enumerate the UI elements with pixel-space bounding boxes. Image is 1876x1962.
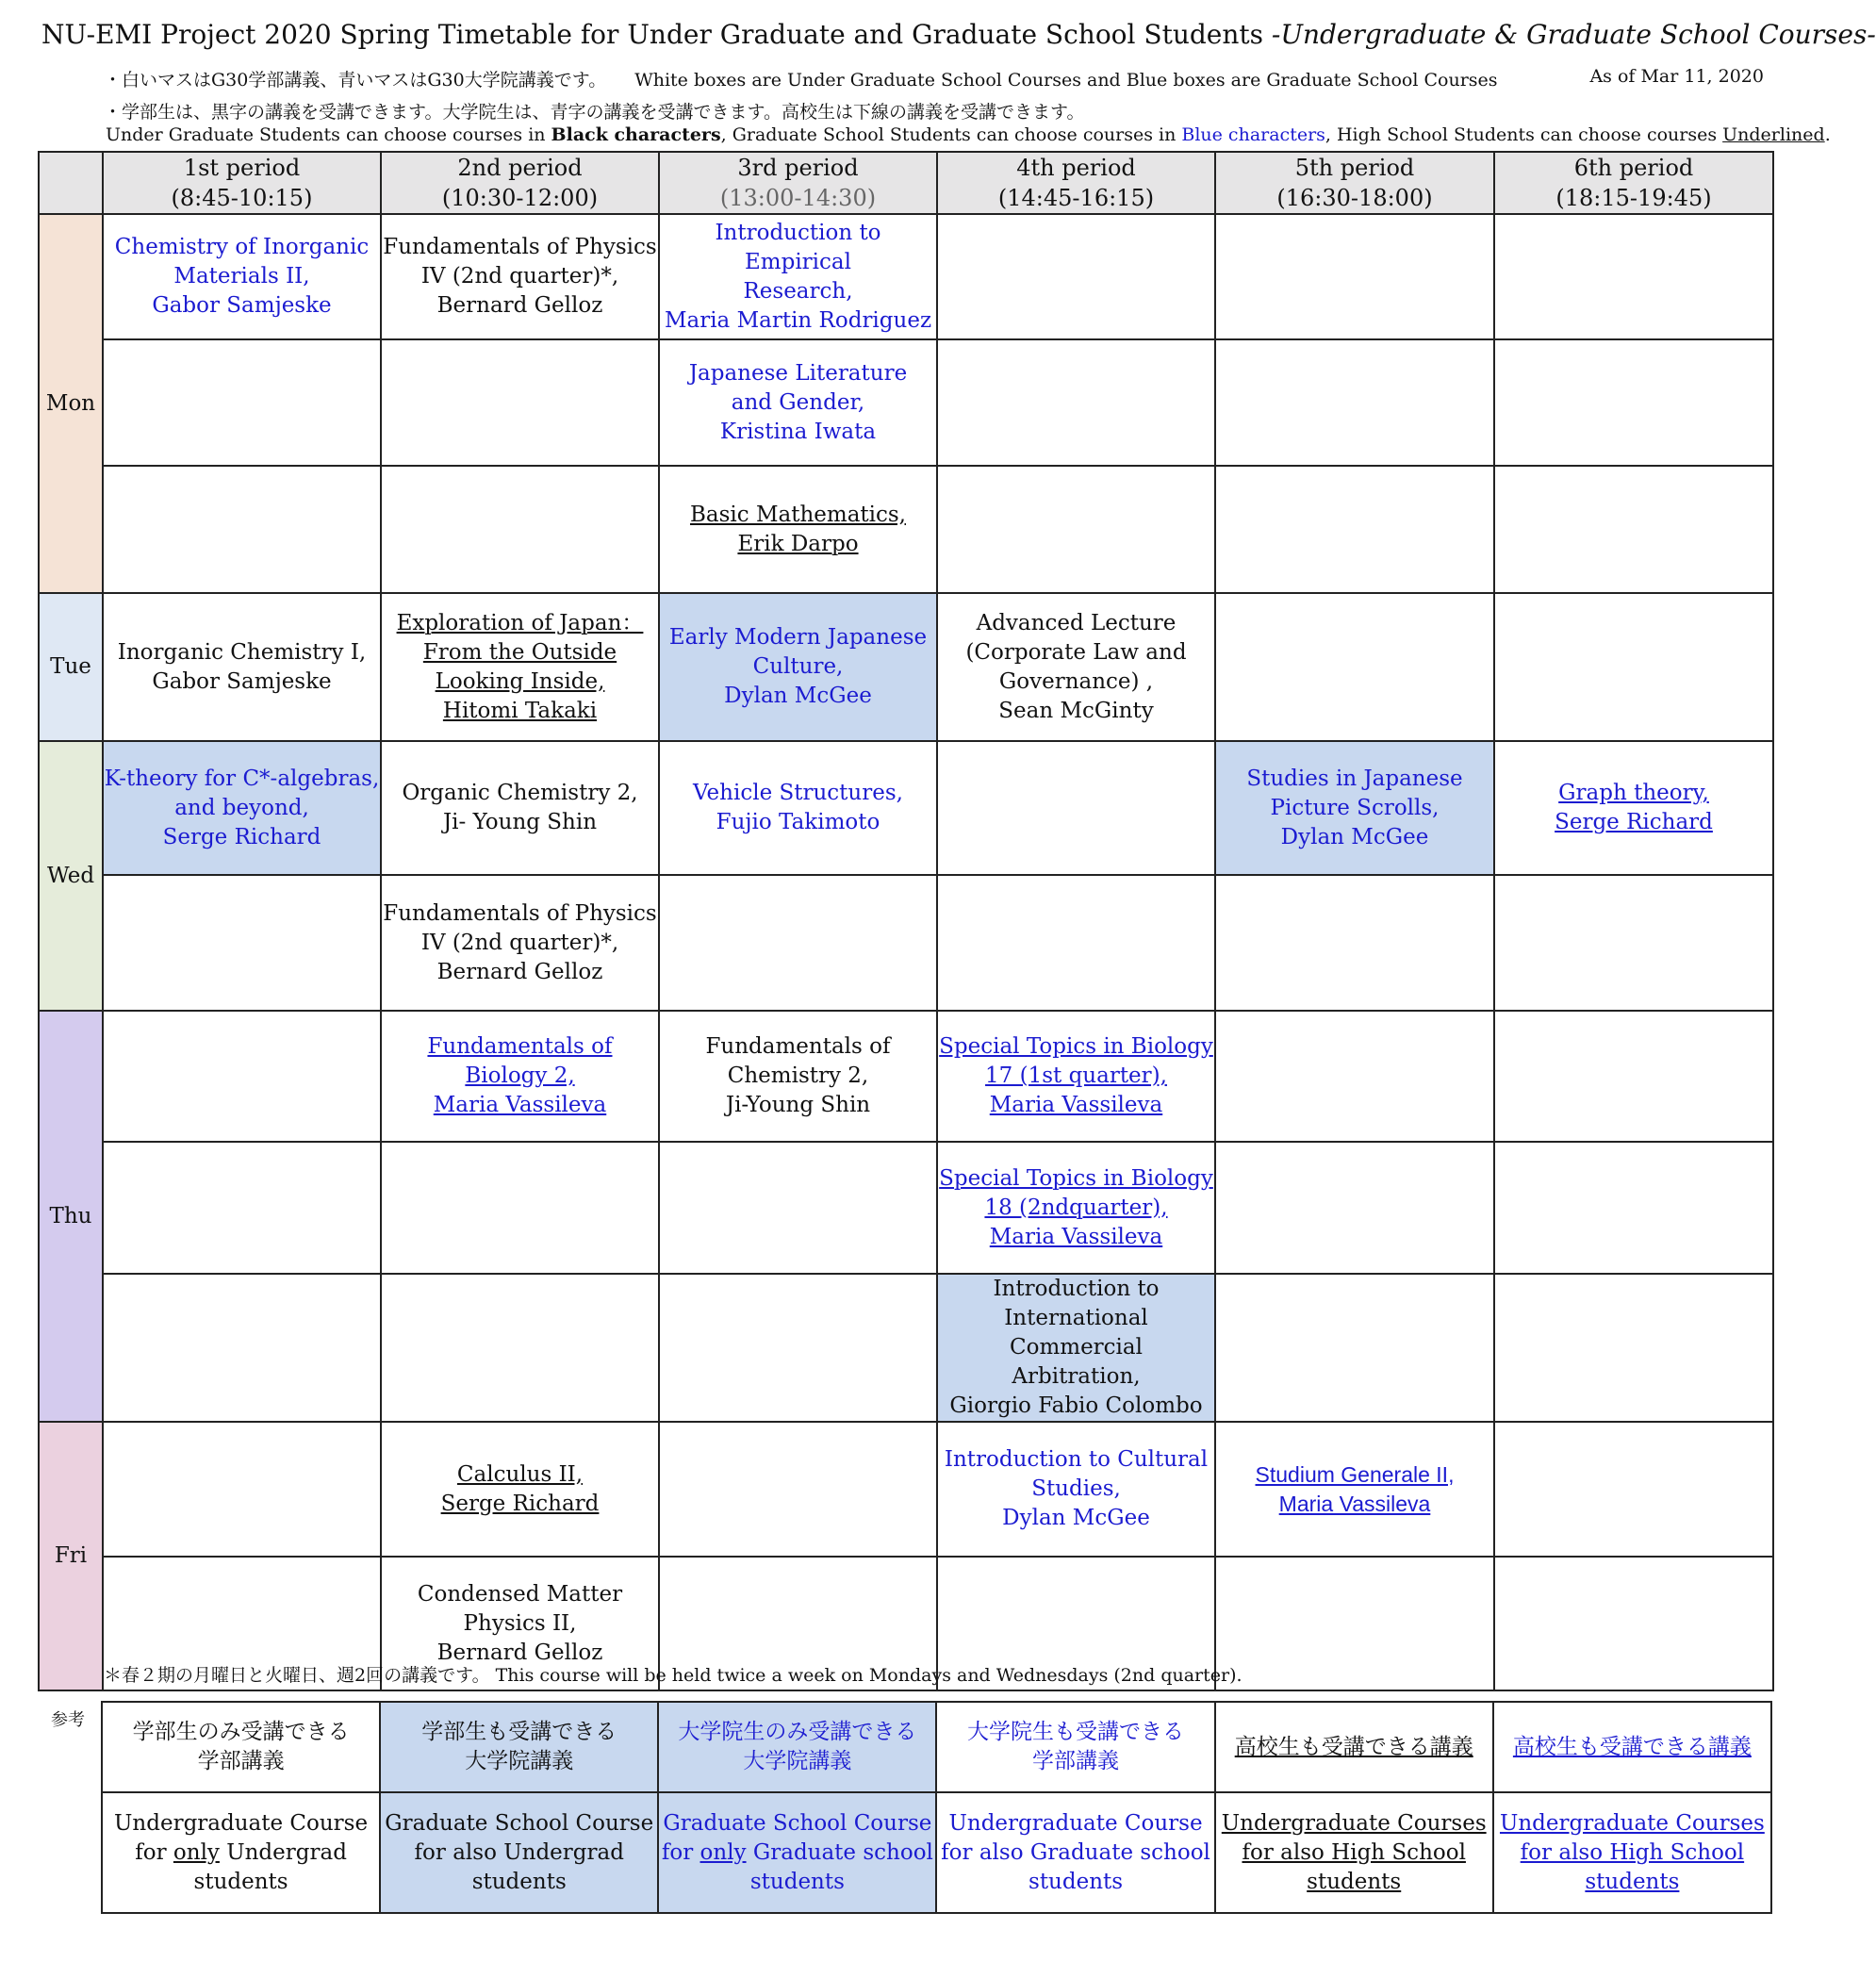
course-cell: Chemistry of Inorganic Materials II, Gabor Samjeske: [103, 214, 381, 339]
course-cell: Special Topics in Biology 18 (2ndquarter), Maria Vassileva: [937, 1142, 1215, 1274]
empty-cell: [1215, 1011, 1494, 1142]
legend-jp-cell: 学部生も受講できる 大学院講義: [380, 1702, 658, 1792]
legend-jp-cell: 高校生も受講できる講義: [1493, 1702, 1771, 1792]
course-cell: Basic Mathematics, Erik Darpo: [659, 466, 937, 593]
course-cell: Vehicle Structures, Fujio Takimoto: [659, 741, 937, 875]
course-cell: Organic Chemistry 2, Ji- Young Shin: [381, 741, 659, 875]
course-cell: K-theory for C*-algebras, and beyond, Serge Richard: [103, 741, 381, 875]
day-label-fri: Fri: [39, 1422, 103, 1690]
course-cell: Graph theory, Serge Richard: [1494, 741, 1773, 875]
legend-jp-cell: 学部生のみ受講できる 学部講義: [102, 1702, 380, 1792]
legend-jp-cell: 大学院生のみ受講できる 大学院講義: [658, 1702, 936, 1792]
empty-cell: [381, 1274, 659, 1422]
course-cell: Japanese Literature and Gender, Kristina Iwata: [659, 339, 937, 466]
note-jp-2: ・学部生は、黒字の講義を受講できます。大学院生は、青字の講義を受講できます。高校生は下線の講義を受講できます。: [104, 102, 1085, 123]
empty-cell: [659, 875, 937, 1011]
empty-cell: [937, 875, 1215, 1011]
empty-cell: [937, 339, 1215, 466]
empty-cell: [103, 339, 381, 466]
page-title: [41, 19, 1876, 50]
title-subtitle: -Undergraduate & Graduate School Courses-: [1263, 19, 1876, 50]
empty-cell: [1494, 214, 1773, 339]
empty-cell: [381, 339, 659, 466]
legend-table: [101, 1701, 1772, 1914]
legend-en-cell: Graduate School Course for also Undergrad students: [380, 1792, 658, 1913]
day-label-thu: Thu: [39, 1011, 103, 1422]
legend-en-row: [102, 1792, 1771, 1913]
course-cell: Condensed Matter Physics II, Bernard Gelloz: [381, 1557, 659, 1690]
empty-cell: [103, 466, 381, 593]
legend-en-cell: Undergraduate Courses for also High School students: [1493, 1792, 1771, 1913]
legend-en-cell: Graduate School Course for only Graduate school students: [658, 1792, 936, 1913]
empty-cell: [1494, 466, 1773, 593]
course-cell: Studies in Japanese Picture Scrolls, Dylan McGee: [1215, 741, 1494, 875]
empty-cell: [1494, 1557, 1773, 1690]
empty-cell: [1494, 1011, 1773, 1142]
course-cell: Fundamentals of Biology 2, Maria Vassileva: [381, 1011, 659, 1142]
course-cell: Introduction to Cultural Studies, Dylan McGee: [937, 1422, 1215, 1557]
legend-jp-cell: 大学院生も受講できる 学部講義: [936, 1702, 1214, 1792]
course-cell: Inorganic Chemistry I, Gabor Samjeske: [103, 593, 381, 741]
empty-cell: [1215, 339, 1494, 466]
empty-cell: [659, 1422, 937, 1557]
period-2-header: 2nd period (10:30-12:00): [381, 152, 659, 214]
corner-cell: [39, 152, 103, 214]
legend-jp-cell: 高校生も受講できる講義: [1215, 1702, 1493, 1792]
legend-jp-row: [102, 1702, 1771, 1792]
period-5-header: 5th period (16:30-18:00): [1215, 152, 1494, 214]
empty-cell: [103, 875, 381, 1011]
empty-cell: [937, 741, 1215, 875]
day-label-mon: Mon: [39, 214, 103, 593]
footnote: ＊春２期の月曜日と火曜日、週2回の講義です。 This course will be held twice a week on Mondays and Wednesdays (2nd quarter).: [104, 1665, 1242, 1686]
empty-cell: [1215, 1142, 1494, 1274]
empty-cell: [1215, 1274, 1494, 1422]
period-4-header: 4th period (14:45-16:15): [937, 152, 1215, 214]
period-1-header: 1st period (8:45-10:15): [103, 152, 381, 214]
empty-cell: [1215, 875, 1494, 1011]
empty-cell: [103, 1422, 381, 1557]
course-cell: Fundamentals of Physics IV (2nd quarter)*, Bernard Gelloz: [381, 214, 659, 339]
empty-cell: [103, 1274, 381, 1422]
course-cell: Advanced Lecture (Corporate Law and Governance) , Sean McGinty: [937, 593, 1215, 741]
period-header-row: [39, 152, 1773, 214]
empty-cell: [1215, 466, 1494, 593]
course-cell: Fundamentals of Physics IV (2nd quarter)*, Bernard Gelloz: [381, 875, 659, 1011]
empty-cell: [937, 466, 1215, 593]
day-label-tue: Tue: [39, 593, 103, 741]
empty-cell: [937, 214, 1215, 339]
note-en-3: Under Graduate Students can choose courses in Black characters, Graduate School Students can choose courses in Blue characters, High School Students can choose courses Underlined.: [106, 124, 1831, 145]
note-jp-1: ・白いマスはG30学部講義、青いマスはG30大学院講義です。 White boxes are Under Graduate School Courses and Blue boxes are Graduate School Courses: [104, 70, 1498, 91]
course-cell: Introduction to Empirical Research, Maria Martin Rodriguez: [659, 214, 937, 339]
title-main: NU-EMI Project 2020 Spring Timetable for Under Graduate and Graduate School Students: [41, 19, 1263, 50]
as-of-date: As of Mar 11, 2020: [1589, 66, 1764, 87]
empty-cell: [1494, 593, 1773, 741]
empty-cell: [659, 1142, 937, 1274]
legend-en-cell: Undergraduate Courses for also High School students: [1215, 1792, 1493, 1913]
reference-label: 参考: [51, 1710, 85, 1730]
empty-cell: [1494, 1422, 1773, 1557]
empty-cell: [1494, 1142, 1773, 1274]
period-3-header: 3rd period (13:00-14:30): [659, 152, 937, 214]
empty-cell: [1215, 593, 1494, 741]
empty-cell: [1215, 1557, 1494, 1690]
course-cell: Special Topics in Biology 17 (1st quarter), Maria Vassileva: [937, 1011, 1215, 1142]
course-cell: Studium Generale II, Maria Vassileva: [1215, 1422, 1494, 1557]
empty-cell: [659, 1274, 937, 1422]
legend-en-cell: Undergraduate Course for only Undergrad students: [102, 1792, 380, 1913]
note-en-1: White boxes are Under Graduate School Courses and Blue boxes are Graduate School Courses: [634, 70, 1498, 91]
empty-cell: [103, 1011, 381, 1142]
empty-cell: [103, 1142, 381, 1274]
course-cell: Fundamentals of Chemistry 2, Ji-Young Shin: [659, 1011, 937, 1142]
course-cell: Exploration of Japan： From the Outside Looking Inside, Hitomi Takaki: [381, 593, 659, 741]
legend-en-cell: Undergraduate Course for also Graduate school students: [936, 1792, 1214, 1913]
period-6-header: 6th period (18:15-19:45): [1494, 152, 1773, 214]
empty-cell: [1494, 1274, 1773, 1422]
timetable: [38, 151, 1774, 1691]
course-cell: Calculus II, Serge Richard: [381, 1422, 659, 1557]
empty-cell: [1494, 875, 1773, 1011]
empty-cell: [381, 466, 659, 593]
course-cell: Early Modern Japanese Culture, Dylan McGee: [659, 593, 937, 741]
day-label-wed: Wed: [39, 741, 103, 1011]
empty-cell: [381, 1142, 659, 1274]
course-cell: Introduction to International Commercial Arbitration, Giorgio Fabio Colombo: [937, 1274, 1215, 1422]
empty-cell: [1215, 214, 1494, 339]
empty-cell: [1494, 339, 1773, 466]
